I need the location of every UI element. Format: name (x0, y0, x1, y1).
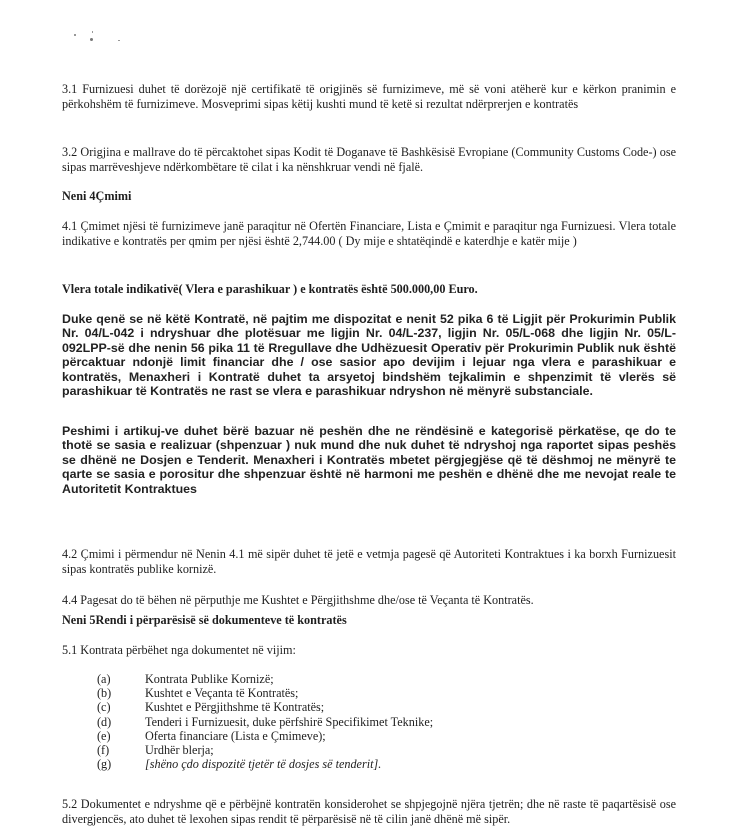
paragraph-4-4-text: 4.4 Pagesat do të bëhen në përputhje me Kushtet e Përgjithshme dhe/ose të Veçanta të Kontratës. (62, 593, 534, 607)
paragraph-5-1-text: 5.1 Kontrata përbëhet nga dokumentet në vijim: (62, 643, 296, 657)
paragraph-4-1 (62, 219, 676, 248)
clause-limit-paragraph (62, 312, 676, 398)
list-item-text: Kushtet e Përgjithshme të Kontratës; (145, 700, 325, 715)
list-item-text: Oferta financiare (Lista e Çmimeve); (145, 728, 326, 743)
list-item-marker: (e) (97, 728, 111, 743)
total-value-line (62, 282, 676, 297)
paragraph-4-2 (62, 547, 676, 576)
list-item-text: Tenderi i Furnizuesit, duke përfshirë Specifikimet Teknike; (145, 714, 434, 729)
paragraph-3-1-text: 3.1 Furnizuesi duhet të dorëzojë një certifikatë të origjinës së furnizimeve, më së voni atëherë kur e kërkon pranimin e përkohshëm të furnizimeve. Mosveprimi sipas këtij kushti mund të ketë si rezultat ndërprerjen e kontratës (62, 82, 676, 111)
list-item-text: Kontrata Publike Kornizë; (145, 672, 274, 686)
paragraph-4-4 (62, 593, 676, 608)
list-item (97, 672, 433, 686)
list-item-marker: (c) (97, 700, 111, 715)
paragraph-5-1 (62, 643, 676, 658)
paragraph-3-2-text: 3.2 Origjina e mallrave do të përcaktohet sipas Kodit të Doganave të Bashkësisë Evropiane (Community Customs Code-) ose sipas marrëveshjeve ndërkombëtare të cilat i ka nënshkruar vendi në fjalë. (62, 145, 676, 174)
clause-weighting-paragraph (62, 424, 676, 496)
paragraph-4-1-text: 4.1 Çmimet njësi të furnizimeve janë paraqitur në Ofertën Financiare, Lista e Çmimit e paraqitur nga Furnizuesi. Vlera totale indikative e kontratës per qmim per njësi është 2,744.00 ( Dy mije e shtatëqindë e katerdhje e katër mije ) (62, 219, 676, 248)
list-item-text: Urdhër blerja; (145, 743, 214, 758)
clause-weighting-text: Peshimi i artikuj-ve duhet bërë bazuar në peshën dhe ne rëndësinë e kategorisë përkatëse, qe do te thotë se sasia e realizuar (shpenzuar ) nuk mund dhe nuk duhet të ndryshoj nga raportet sipas peshës se dhënë ne Dosjen e Tenderit. Menaxheri i Kontratës mbetet përgjegjëse që të dëshmoj ne mënyrë te qarte se sasia e porositur dhe shpenzuar është në harmoni me peshën e dhënë dhe me nevojat reale te Autoritetit Kontraktues (62, 424, 676, 496)
list-item (97, 743, 433, 757)
list-item-text: Kushtet e Veçanta të Kontratës; (145, 686, 299, 701)
total-value-text: Vlera totale indikativë( Vlera e parashikuar ) e kontratës është 500.000,00 Euro. (62, 282, 478, 296)
documents-list (97, 672, 433, 771)
paragraph-3-2 (62, 145, 676, 174)
heading-neni-5 (62, 613, 676, 628)
list-item (97, 729, 433, 743)
heading-neni-4-text: Neni 4Çmimi (62, 189, 132, 203)
scan-specks (70, 28, 130, 48)
paragraph-5-2-text: 5.2 Dokumentet e ndryshme që e përbëjnë kontratën konsiderohet se shpjegojnë njëra tjetrën; dhe në raste të paqartësisë ose divergjencës, ato duhet të lexohen sipas rendit të përparësisë në të cilin janë dhënë më sipër. (62, 797, 676, 826)
clause-limit-text: Duke qenë se në këtë Kontratë, në pajtim me dispozitat e nenit 52 pika 6 të Ligjit për Prokurimin Publik Nr. 04/L-042 i ndryshuar dhe plotësuar me ligjin Nr. 04/L-237, ligjin Nr. 05/L-068 dhe ligjin Nr. 05/L-092LPP-së dhe nenin 56 pika 11 të Rregullave dhe Udhëzuesit Operativ për Prokurimin Publik nuk është përcaktuar ndonjë limit financiar dhe / ose sasior apo devijim i lejuar nga vlera e parashikuar e kontratës, Menaxheri i Kontratë duhet ta arsyetoj bindshëm tejkalimin e shpenzimit të vlerës së parashikuar të Kontratës ne rast se vlera e parashikuar ndryshon në mënyrë substanciale. (62, 312, 676, 399)
list-item (97, 686, 433, 700)
list-item-text: [shëno çdo dispozitë tjetër të dosjes së tenderit]. (145, 757, 382, 772)
paragraph-3-1 (62, 82, 676, 111)
list-item (97, 700, 433, 714)
list-item (97, 757, 433, 771)
paragraph-4-2-text: 4.2 Çmimi i përmendur në Nenin 4.1 më sipër duhet të jetë e vetmja pagesë që Autoriteti Kontraktues i ka borxh Furnizuesit sipas kontratës publike kornizë. (62, 547, 676, 576)
heading-neni-5-text: Neni 5Rendi i përparësisë së dokumenteve të kontratës (62, 613, 347, 627)
list-item-marker: (a) (97, 672, 111, 686)
paragraph-5-2 (62, 797, 676, 826)
list-item (97, 715, 433, 729)
list-item-marker: (d) (97, 714, 112, 729)
heading-neni-4 (62, 189, 676, 204)
list-item-marker: (b) (97, 686, 112, 701)
list-item-marker: (g) (97, 757, 112, 772)
list-item-marker: (f) (97, 743, 110, 758)
